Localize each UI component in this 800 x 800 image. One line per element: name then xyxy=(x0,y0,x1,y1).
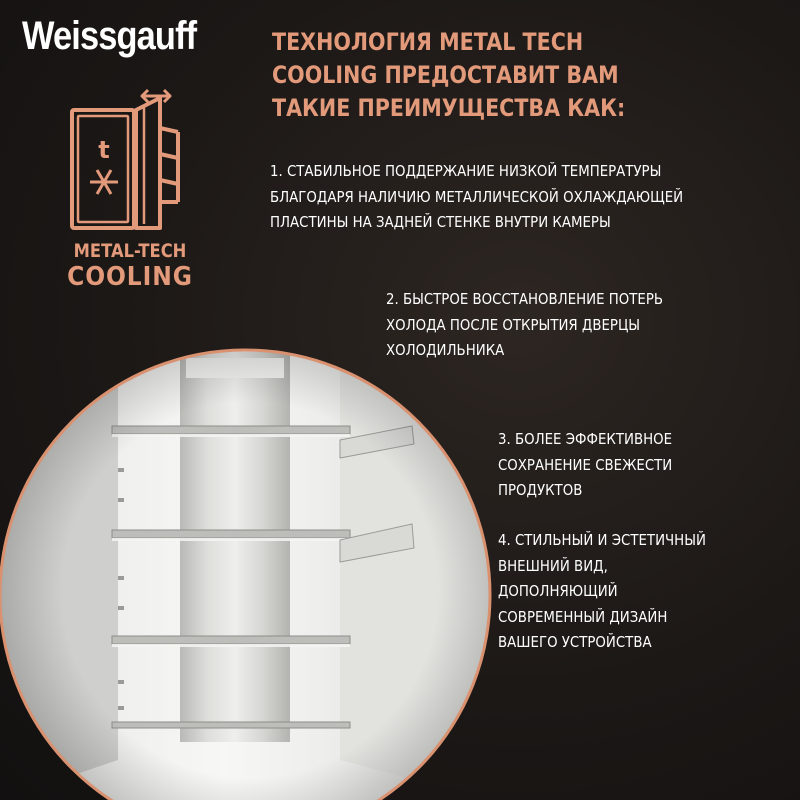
logo-caption-line1: METAL-TECH xyxy=(73,240,187,262)
benefit-line: 3. БОЛЕЕ ЭФФЕКТИВНОЕ xyxy=(498,430,673,448)
logo-caption-line2: COOLING xyxy=(67,262,193,292)
benefit-line: СОХРАНЕНИЕ СВЕЖЕСТИ xyxy=(498,455,673,474)
benefit-2 xyxy=(386,287,663,364)
benefit-line: ВНЕШНИЙ ВИД, xyxy=(498,556,608,575)
headline-line: ТЕХНОЛОГИЯ METAL TECH xyxy=(272,28,584,56)
benefit-line: ХОЛОДА ПОСЛЕ ОТКРЫТИЯ ДВЕРЦЫ xyxy=(386,315,641,334)
benefit-line: ПРОДУКТОВ xyxy=(498,481,583,499)
benefit-line: ПЛАСТИНЫ НА ЗАДНЕЙ СТЕНКЕ ВНУТРИ КАМЕРЫ xyxy=(270,213,611,231)
benefit-3 xyxy=(498,427,672,504)
headline-line: ТАКИЕ ПРЕИМУЩЕСТВА КАК: xyxy=(272,94,626,122)
logo-caption xyxy=(44,240,216,292)
benefit-line: ВАШЕГО УСТРОЙСТВА xyxy=(498,633,652,651)
benefit-line: БЛАГОДАРЯ НАЛИЧИЮ МЕТАЛЛИЧЕСКОЙ ОХЛАЖДАЮЩЕЙ xyxy=(270,187,684,206)
benefit-line: 2. БЫСТРОЕ ВОССТАНОВЛЕНИЕ ПОТЕРЬ xyxy=(386,290,664,308)
benefit-4 xyxy=(498,528,706,656)
benefit-line: 1. СТАБИЛЬНОЕ ПОДДЕРЖАНИЕ НИЗКОЙ ТЕМПЕРАТУРЫ xyxy=(270,162,662,180)
benefit-line: 4. СТИЛЬНЫЙ И ЭСТЕТИЧНЫЙ xyxy=(498,531,706,549)
fridge-snowflake-icon xyxy=(64,84,194,234)
headline xyxy=(272,26,719,125)
logo-glyph: t xyxy=(98,136,110,164)
headline-line: COOLING ПРЕДОСТАВИТ ВАМ xyxy=(272,61,619,89)
benefit-line: ДОПОЛНЯЮЩИЙ xyxy=(498,582,618,600)
benefit-1 xyxy=(270,159,683,236)
brand-logo: Weissgauff xyxy=(22,14,197,58)
benefit-line: СОВРЕМЕННЫЙ ДИЗАЙН xyxy=(498,607,668,626)
benefit-line: ХОЛОДИЛЬНИКА xyxy=(386,341,505,359)
